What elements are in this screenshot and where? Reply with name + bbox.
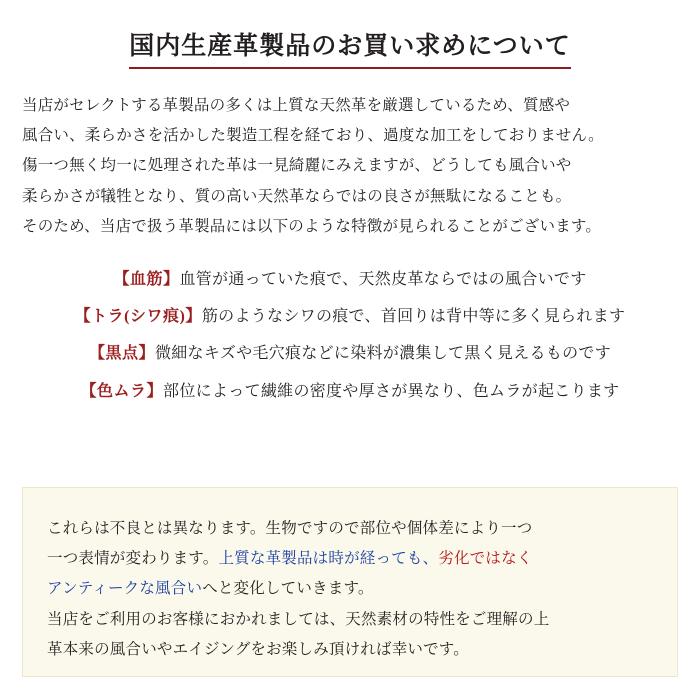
note-text-highlight-blue: 上質な革製品は時が経っても、: [218, 550, 439, 568]
feature-tag: 【血筋】: [113, 271, 180, 289]
intro-line: 柔らかさが犠牲となり、質の高い天然革ならではの良さが無駄になることも。: [22, 187, 572, 205]
feature-tag: 【トラ(シワ痕)】: [74, 308, 202, 326]
feature-tag: 【色ムラ】: [80, 382, 164, 400]
feature-description: 血管が通っていた痕で、天然皮革ならではの風合いです: [179, 271, 587, 289]
feature-item-chisuji: [14, 268, 686, 291]
intro-line: そのため、当店で扱う革製品には以下のような特徴が見られることがございます。: [22, 217, 602, 235]
feature-item-tora: [14, 305, 686, 328]
note-text-plain-2: へと変化していきます。: [202, 580, 374, 598]
note-text-plain: 一つ表情が変わります。: [47, 550, 219, 568]
feature-description: 微細なキズや毛穴痕などに染料が濃集して黒く見えるものです: [154, 345, 612, 363]
note-text-highlight-blue-2: アンティークな風合い: [47, 580, 203, 598]
intro-line: 当店がセレクトする革製品の多くは上質な天然革を厳選しているため、質感や: [22, 97, 571, 114]
note-line-2: [47, 544, 653, 574]
page-title: 国内生産革製品のお買い求めについて: [129, 26, 571, 69]
feature-item-iromura: [14, 380, 686, 403]
feature-list: [0, 268, 700, 403]
note-line-4: 当店をご利用のお客様におかれましては、天然素材の特性をご理解の上: [47, 610, 550, 628]
note-line-1: これらは不良とは異なります。生物ですので部位や個体差により一つ: [47, 520, 533, 537]
intro-paragraph: [22, 91, 678, 242]
intro-line: 風合い、柔らかさを活かした製造工程を経ており、過度な加工をしておりません。: [22, 127, 604, 145]
note-line-3: [47, 574, 653, 604]
feature-description: 部位によって繊維の密度や厚さが異なり、色ムラが起こります: [163, 382, 620, 400]
note-text-highlight-red: 劣化ではなく: [438, 550, 533, 568]
note-box: [22, 487, 678, 677]
note-line-5: 革本来の風合いやエイジングをお楽しみ頂ければ幸いです。: [47, 640, 469, 658]
feature-tag: 【黒点】: [88, 345, 155, 363]
page-title-container: [0, 0, 700, 69]
feature-description: 筋のようなシワの痕で、首回りは背中等に多く見られます: [201, 308, 626, 326]
feature-item-kokuten: [14, 342, 686, 365]
intro-line: 傷一つ無く均一に処理された革は一見綺麗にみえますが、どうしても風合いや: [22, 157, 572, 175]
